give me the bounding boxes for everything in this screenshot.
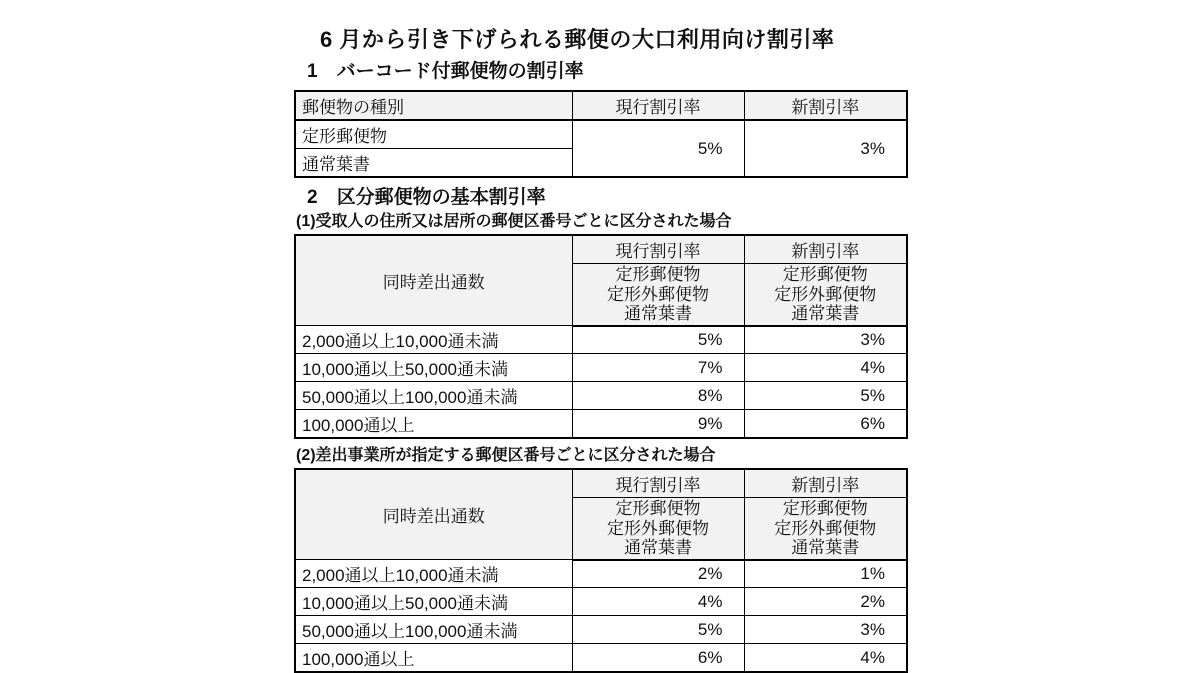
table3-header-volume: 同時差出通数 bbox=[295, 469, 572, 560]
table3-header-row1 bbox=[295, 469, 907, 498]
table3-row0-new: 1% bbox=[744, 560, 907, 588]
mail-type-line: 定形郵便物 bbox=[782, 499, 868, 518]
table3-header-current-rate: 現行割引率 bbox=[572, 469, 744, 498]
table3-row2-label: 50,000通以上100,000通未満 bbox=[295, 616, 572, 644]
table1-label-standard-mail: 定形郵便物 bbox=[295, 120, 572, 149]
page-title: 6 月から引き下げられる郵便の大口利用向け割引率 bbox=[320, 27, 835, 52]
sorted-by-recipient-zone-table bbox=[294, 234, 908, 439]
table3-row3-new: 4% bbox=[744, 644, 907, 673]
table2-row3-current: 9% bbox=[572, 410, 744, 439]
table2-header-current-rate: 現行割引率 bbox=[572, 235, 744, 264]
table3-row1-new: 2% bbox=[744, 588, 907, 616]
table2-new-mail-types bbox=[744, 264, 907, 326]
table1-header-row bbox=[295, 91, 907, 120]
table1-new-rate-value: 3% bbox=[744, 120, 907, 177]
mail-type-line: 通常葉書 bbox=[624, 304, 692, 323]
table1-header-new-rate: 新割引率 bbox=[744, 91, 907, 120]
section2-sub2-caption: (2)差出事業所が指定する郵便区番号ごとに区分された場合 bbox=[296, 447, 716, 464]
table-row bbox=[295, 326, 907, 354]
mail-type-line: 定形外郵便物 bbox=[774, 284, 877, 304]
table3-row2-current: 5% bbox=[572, 616, 744, 644]
table3-new-mail-types bbox=[744, 498, 907, 560]
table2-row2-current: 8% bbox=[572, 382, 744, 410]
mail-type-line: 定形郵便物 bbox=[615, 499, 701, 518]
table1-row-standard-mail bbox=[295, 120, 907, 149]
mail-type-line: 通常葉書 bbox=[791, 538, 860, 557]
table2-row1-current: 7% bbox=[572, 354, 744, 382]
document-content bbox=[294, 0, 906, 673]
mail-type-line: 定形郵便物 bbox=[615, 265, 701, 284]
section2-heading: 2 区分郵便物の基本割引率 bbox=[307, 187, 546, 208]
section1-heading: 1 バーコード付郵便物の割引率 bbox=[307, 61, 584, 82]
table2-header-volume: 同時差出通数 bbox=[295, 235, 572, 326]
table2-row1-label: 10,000通以上50,000通未満 bbox=[295, 354, 572, 382]
table2-row0-new: 3% bbox=[744, 326, 907, 354]
table3-row0-label: 2,000通以上10,000通未満 bbox=[295, 560, 572, 588]
table-row bbox=[295, 588, 907, 616]
table3-current-mail-types bbox=[572, 498, 744, 560]
sorted-by-office-zone-table bbox=[294, 468, 908, 673]
table-row bbox=[295, 616, 907, 644]
mail-type-line: 定形郵便物 bbox=[782, 265, 868, 284]
table2-row3-label: 100,000通以上 bbox=[295, 410, 572, 439]
table1-header-current-rate: 現行割引率 bbox=[572, 91, 744, 120]
table3-row2-new: 3% bbox=[744, 616, 907, 644]
table2-row2-label: 50,000通以上100,000通未満 bbox=[295, 382, 572, 410]
mail-type-line: 通常葉書 bbox=[791, 304, 860, 323]
table1-current-rate-value: 5% bbox=[572, 120, 744, 177]
table2-header-new-rate: 新割引率 bbox=[744, 235, 907, 264]
table3-row3-label: 100,000通以上 bbox=[295, 644, 572, 673]
table2-row0-label: 2,000通以上10,000通未満 bbox=[295, 326, 572, 354]
table3-row1-current: 4% bbox=[572, 588, 744, 616]
barcode-mail-discount-table bbox=[294, 90, 908, 178]
mail-type-line: 定形外郵便物 bbox=[774, 518, 877, 538]
table3-row3-current: 6% bbox=[572, 644, 744, 673]
section2-sub1-caption: (1)受取人の住所又は居所の郵便区番号ごとに区分された場合 bbox=[296, 213, 732, 230]
table2-header-row1 bbox=[295, 235, 907, 264]
table-row bbox=[295, 354, 907, 382]
table3-header-new-rate: 新割引率 bbox=[744, 469, 907, 498]
table-row bbox=[295, 410, 907, 439]
mail-type-line: 定形外郵便物 bbox=[607, 284, 709, 304]
table2-current-mail-types bbox=[572, 264, 744, 326]
table1-label-postcard: 通常葉書 bbox=[295, 149, 572, 178]
table2-row0-current: 5% bbox=[572, 326, 744, 354]
table2-row1-new: 4% bbox=[744, 354, 907, 382]
table2-row2-new: 5% bbox=[744, 382, 907, 410]
table1-header-mail-type: 郵便物の種別 bbox=[295, 91, 572, 120]
mail-type-line: 通常葉書 bbox=[624, 538, 692, 557]
table-row bbox=[295, 644, 907, 673]
table3-row0-current: 2% bbox=[572, 560, 744, 588]
table-row bbox=[295, 382, 907, 410]
table2-row3-new: 6% bbox=[744, 410, 907, 439]
table-row bbox=[295, 560, 907, 588]
table3-row1-label: 10,000通以上50,000通未満 bbox=[295, 588, 572, 616]
mail-type-line: 定形外郵便物 bbox=[607, 518, 709, 538]
